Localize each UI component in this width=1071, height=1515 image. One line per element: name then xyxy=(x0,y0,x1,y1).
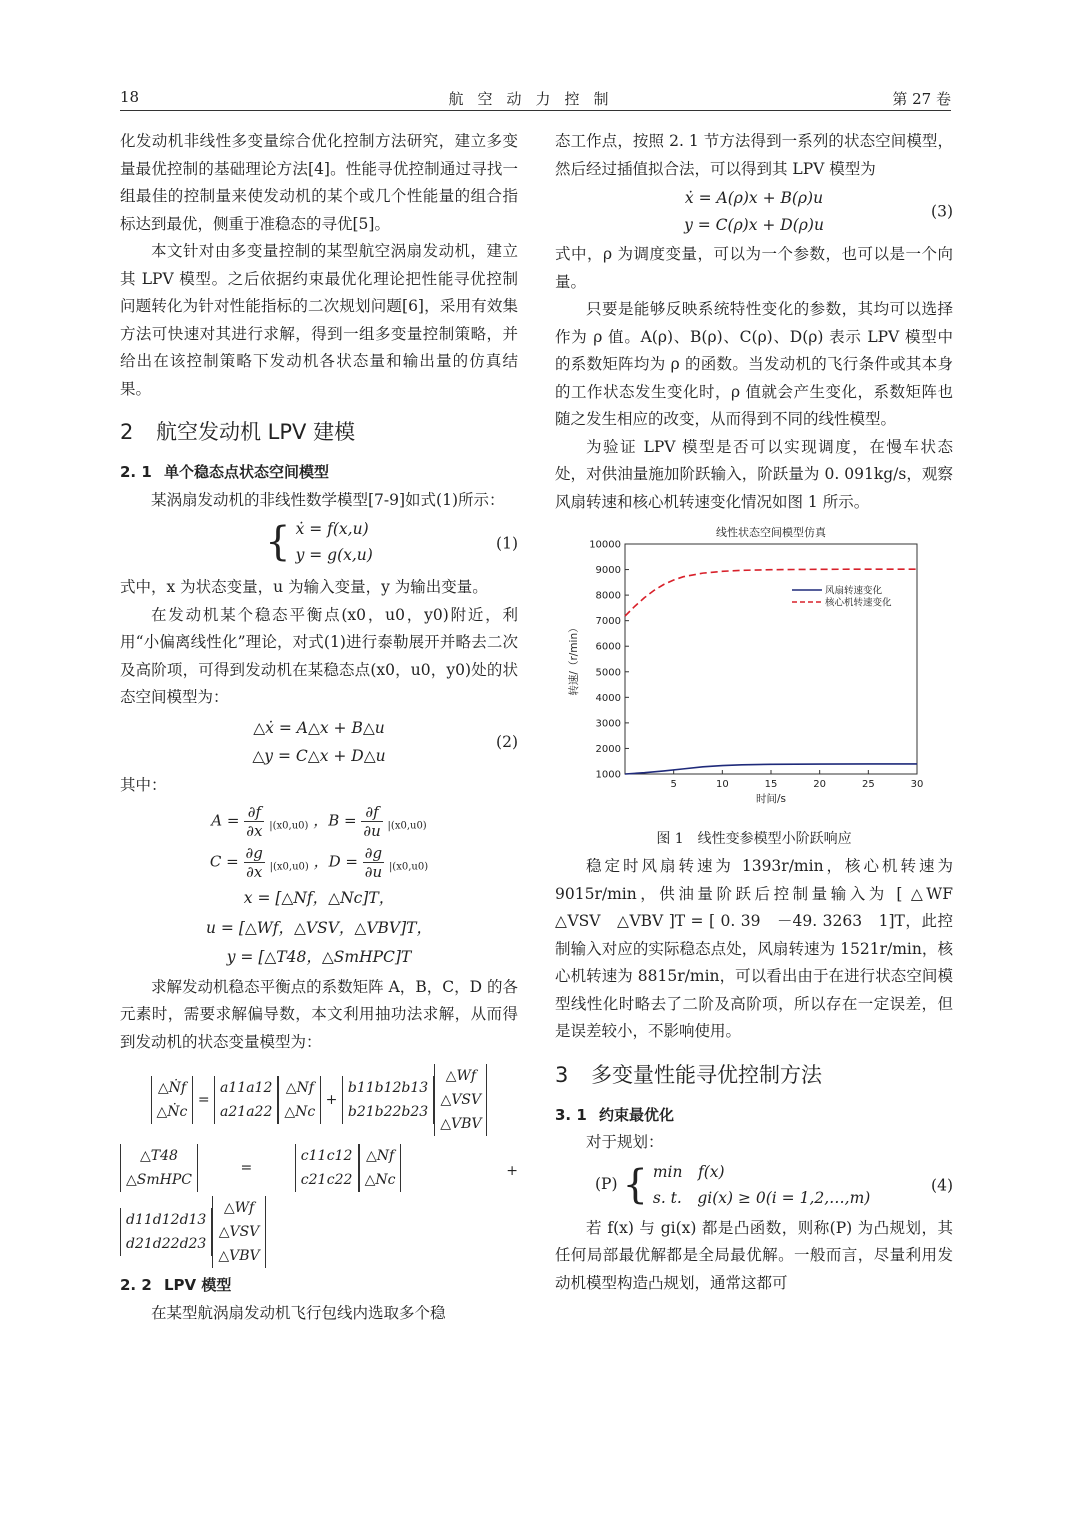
brace: { xyxy=(622,1161,648,1208)
legend-label: 风扇转速变化 xyxy=(825,585,883,597)
paragraph: 若 f(x) 与 gi(x) 都是凸函数，则称(P) 为凸规划，其任何局部最优解都是全局最优解。一般而言，尽量利用发动机模型构造凸规划，通常这都可 xyxy=(555,1218,953,1292)
left-column xyxy=(120,128,518,1327)
equation-number: (2) xyxy=(496,732,518,751)
x-tick-label: 10 xyxy=(715,779,729,790)
matrix-x: △Nf △Nc xyxy=(359,1144,402,1192)
matrix-u: △Wf △VSV △VBV xyxy=(212,1196,265,1268)
label-c: C = xyxy=(209,852,239,871)
figure-1 xyxy=(555,524,953,853)
journal-title: 航空动力控制 xyxy=(448,90,623,108)
vector-x: x = [△Nf，△Nc]T， xyxy=(243,889,395,907)
paragraph: 式中，ρ 为调度变量，可以为一个参数，也可以是一个向量。 xyxy=(555,245,953,291)
y-axis-label: 转速/（r/min） xyxy=(568,622,580,696)
output-matrix-equation: △T48 △SmHPC = c11c12 c21c22△Nf △Nc + xyxy=(120,1144,518,1192)
matrix-x: △Nf △Nc xyxy=(278,1076,321,1124)
label-a: A = xyxy=(211,811,240,830)
section-title: 多变量性能寻优控制方法 xyxy=(591,1062,822,1087)
x-tick-label: 20 xyxy=(813,779,827,790)
volume-label: 第 27 卷 xyxy=(892,90,951,108)
y-tick-label: 9000 xyxy=(595,565,621,577)
subsection-heading xyxy=(555,1102,953,1130)
y-tick-label: 8000 xyxy=(595,590,621,602)
y-tick-label: 7000 xyxy=(595,616,621,628)
equation-line: △y = C△x + D△u xyxy=(252,746,386,765)
definition-cd xyxy=(120,844,518,881)
paragraph: 某涡扇发动机的非线性数学模型[7-9]如式(1)所示： xyxy=(151,490,505,509)
paragraph: 式中，x 为状态变量，u 为输入变量，y 为输出变量。 xyxy=(120,578,488,596)
subsection-heading xyxy=(120,1272,518,1300)
equation-line: y = C(ρ)x + D(ρ)u xyxy=(684,216,824,234)
evaluation-point: |(x0,u0) xyxy=(388,861,429,873)
vector-u: u = [△Wf，△VSV，△VBV]T， xyxy=(206,918,432,937)
section-heading xyxy=(120,417,518,447)
plot-frame xyxy=(625,544,917,774)
page-number: 18 xyxy=(120,88,140,106)
equation-4 xyxy=(555,1159,953,1213)
subsection-title: 单个稳态点状态空间模型 xyxy=(164,463,330,481)
section-title: 航空发动机 LPV 建模 xyxy=(156,420,356,444)
fraction: $\frac{\partial g}{\partial u}$ xyxy=(364,844,383,881)
equation-line: s. t. gi(x) ≥ 0(i = 1,2,…,m) xyxy=(652,1188,871,1207)
equation-number: (4) xyxy=(931,1175,953,1194)
equation-line: y = g(x,u) xyxy=(295,546,373,564)
matrix-c: c11c12 c21c22 xyxy=(295,1144,359,1192)
subsection-title: LPV 模型 xyxy=(164,1276,232,1294)
evaluation-point: |(x0,u0) xyxy=(269,820,309,832)
x-tick-label: 5 xyxy=(670,779,677,790)
equation-2 xyxy=(120,714,518,770)
state-matrix-equation: △Ṅf △Ṅc = a11a12 a21a22△Nf △Nc + b11b12b13 b21b22b23△Wf △VSV △VBV xyxy=(120,1064,518,1136)
vector-y: y = [△T48，△SmHPC]T xyxy=(226,948,412,966)
paragraph: 在发动机某个稳态平衡点(x0，u0，y0)附近，利用“小偏离线性化”理论，对式(1)进行泰勒展开并略去二次及高阶项，可得到发动机在某稳态点(x0，u0，y0)处的状态空间模型为： xyxy=(120,605,518,706)
y-tick-label: 1000 xyxy=(595,769,621,781)
equation-line: △ẋ = A△x + B△u xyxy=(253,718,385,737)
equation-3 xyxy=(555,185,953,239)
fraction: $\frac{\partial f}{\partial u}$ xyxy=(363,803,381,840)
matrix-xdot: △Ṅf △Ṅc xyxy=(151,1076,194,1124)
subsection-title: 约束最优化 xyxy=(599,1105,675,1124)
equation-number: (3) xyxy=(931,202,953,221)
matrix-d: d11d12d13 d21d22d23 xyxy=(120,1208,212,1256)
paragraph: 为验证 LPV 模型是否可以实现调度，在慢车状态处，对供油量施加阶跃输入，阶跃量为 0. 091kg/s，观察风扇转速和核心机转速变化情况如图 1 所示。 xyxy=(555,437,953,511)
x-axis-label: 时间/s xyxy=(755,793,787,805)
y-tick-label: 2000 xyxy=(595,743,621,755)
x-tick-label: 25 xyxy=(861,779,875,790)
chart-title: 线性状态空间模型仿真 xyxy=(716,526,826,539)
label-d: ，D = xyxy=(313,852,358,871)
definition-ab xyxy=(120,803,518,840)
matrix-y: △T48 △SmHPC xyxy=(120,1144,198,1192)
y-tick-label: 4000 xyxy=(595,692,621,704)
fraction: $\frac{\partial g}{\partial x}$ xyxy=(245,844,263,881)
paragraph: 本文针对由多变量控制的某型航空涡扇发动机，建立其 LPV 模型。之后依据约束最优化理论把性能寻优控制问题转化为针对性能指标的二次规划问题[6]，采用有效集方法可快速对其进行求解，得到一组多变量控制策略，并给出在该控制策略下发动机各状态量和输出量的仿真结果。 xyxy=(120,242,518,398)
problem-label: (P) xyxy=(595,1174,618,1193)
line-chart xyxy=(555,524,953,814)
fraction: $\frac{\partial f}{\partial x}$ xyxy=(246,803,263,840)
section-heading xyxy=(555,1060,953,1090)
x-tick-label: 15 xyxy=(764,779,778,790)
matrix-a: a11a12 a21a22 xyxy=(214,1076,278,1124)
paragraph: 其中： xyxy=(120,775,167,794)
y-tick-label: 5000 xyxy=(595,667,621,679)
subsection-number: 3. 1 xyxy=(555,1105,587,1124)
output-matrix-equation-cont xyxy=(120,1196,518,1268)
y-tick-label: 6000 xyxy=(595,641,621,653)
evaluation-point: |(x0,u0) xyxy=(387,820,427,832)
paragraph: 只要是能够反映系统特性变化的参数，其均可以选择作为 ρ 值。A(ρ)、B(ρ)、C(ρ)、D(ρ) 表示 LPV 模型中的系数矩阵均为 ρ 的函数。当发动机的飞行条件或其本身的工作状态发生变化时，ρ 值就会产生变化，系数矩阵也随之发生相应的改变，从而得到不同的线性模型。 xyxy=(555,300,953,428)
section-number: 2 xyxy=(120,420,134,444)
paragraph: 稳定时风扇转速为 1393r/min，核心机转速为 9015r/min，供油量阶跃后控制量输入为 [ △WF △VSV △VBV ]T = [ 0. 39 －49. 3263 1]T，此控制输入对应的实际稳态点处，风扇转速为 1521r/min，核心机转速为 8815r/min，可以看出由于在进行状态空间模型线性化时略去了二阶及高阶项，所以存在一定误差，但是误差较小，不影响使用。 xyxy=(555,857,969,1040)
paragraph: 求解发动机稳态平衡点的系数矩阵 A，B，C，D 的各元素时，需要求解偏导数，本文利用抽功法求解，从而得到发动机的状态变量模型为： xyxy=(120,977,518,1051)
evaluation-point: |(x0,u0) xyxy=(269,861,309,873)
subsection-heading xyxy=(120,459,518,487)
paragraph: 态工作点，按照 2. 1 节方法得到一系列的状态空间模型，然后经过插值拟合法，可以得到其 LPV 模型为 xyxy=(555,132,953,178)
right-column xyxy=(555,128,969,1297)
legend-label: 核心机转速变化 xyxy=(825,597,892,609)
x-tick-label: 30 xyxy=(910,779,924,790)
matrix-b: b11b12b13 b21b22b23 xyxy=(342,1076,434,1124)
label-b: ，B = xyxy=(313,811,357,830)
subsection-number: 2. 1 xyxy=(120,463,152,481)
matrix-u: △Wf △VSV △VBV xyxy=(434,1064,487,1136)
page-header xyxy=(120,88,951,111)
paragraph: 在某型航涡扇发动机飞行包线内选取多个稳 xyxy=(151,1303,446,1322)
equation-1 xyxy=(120,516,518,572)
brace: { xyxy=(265,519,291,565)
subsection-number: 2. 2 xyxy=(120,1276,152,1294)
paragraph: 化发动机非线性多变量综合优化控制方法研究，建立多变量最优控制的基础理论方法[4]。性能寻优控制通过寻找一组最佳的控制量来使发动机的某个或几个性能量的组合指标达到最优，侧重于准稳态的寻优[5]。 xyxy=(120,132,518,233)
section-number: 3 xyxy=(555,1062,569,1087)
y-tick-label: 3000 xyxy=(595,718,621,730)
y-tick-label: 10000 xyxy=(589,539,621,551)
figure-caption: 图 1 线性变参模型小阶跃响应 xyxy=(656,830,852,847)
equation-line: ẋ = A(ρ)x + B(ρ)u xyxy=(684,189,824,207)
paragraph: 对于规划： xyxy=(586,1133,664,1151)
equation-line: min f(x) xyxy=(652,1162,725,1181)
equation-number: (1) xyxy=(496,534,518,553)
equation-line: ẋ = f(x,u) xyxy=(295,520,369,538)
